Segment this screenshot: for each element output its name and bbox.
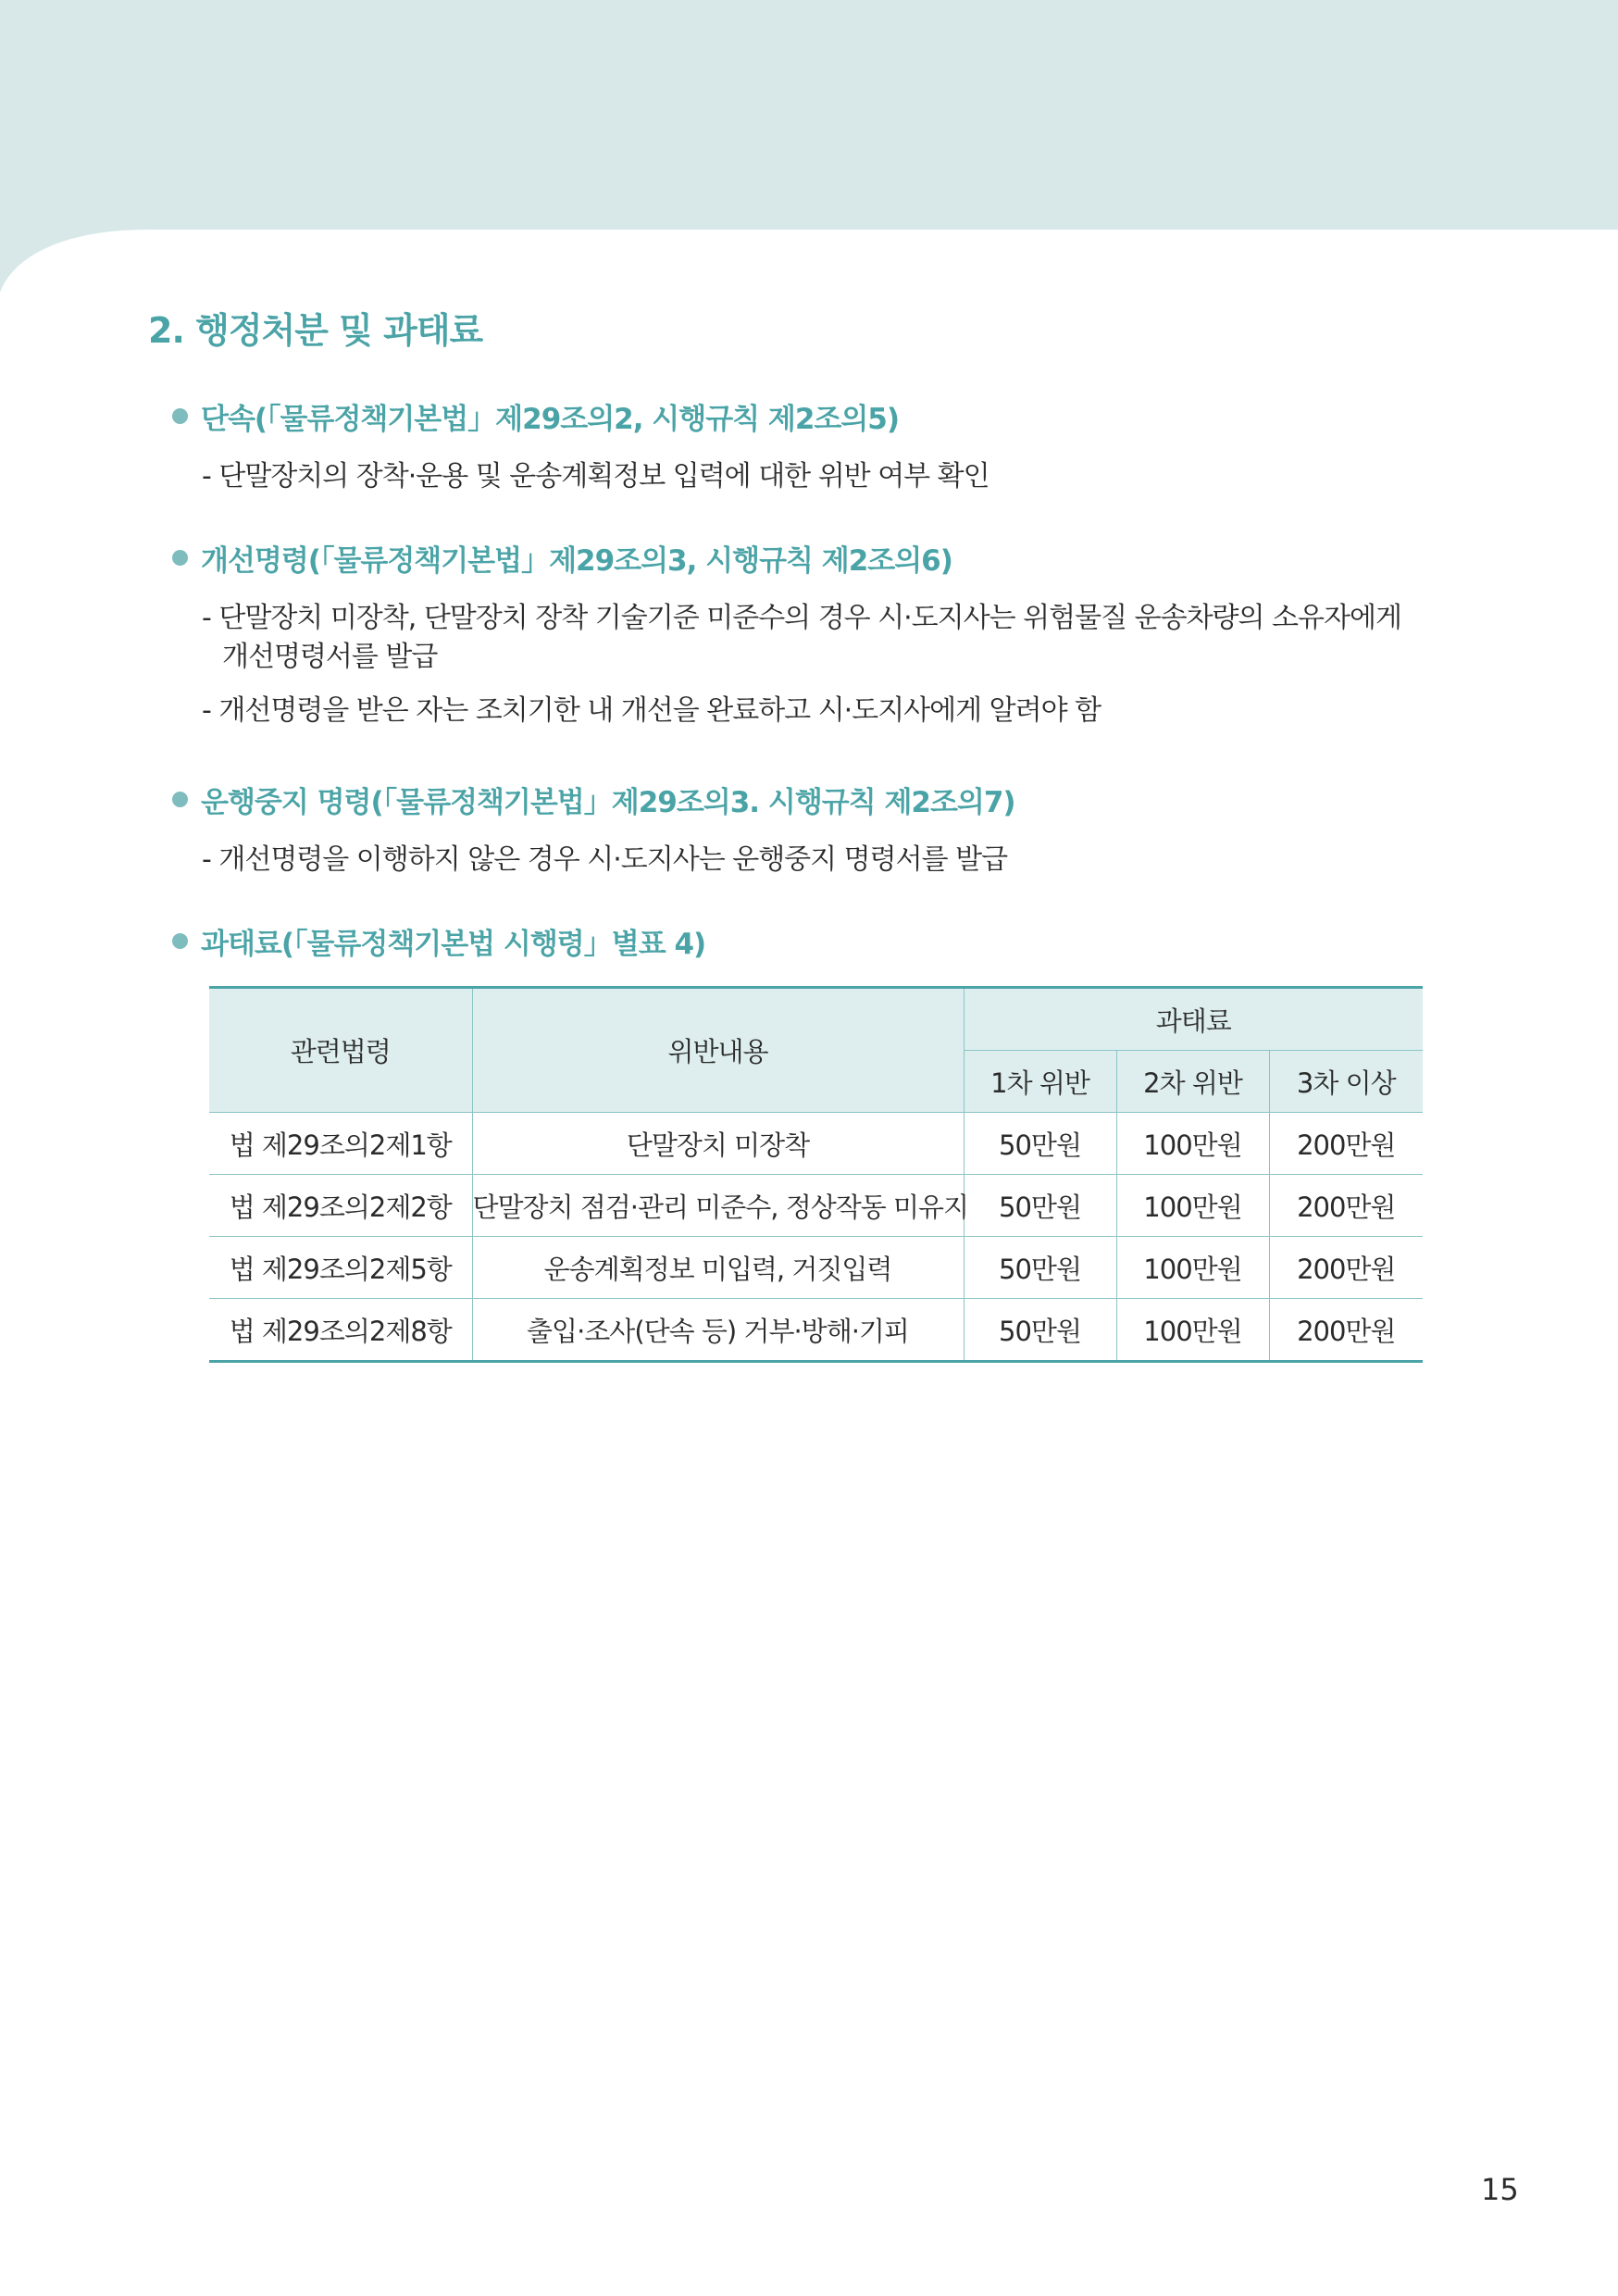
cell-law: 법 제29조의2제5항 <box>209 1237 472 1299</box>
bullet-item: - 단말장치의 장착·운용 및 운송계획정보 입력에 대한 위반 여부 확인 <box>202 460 989 493</box>
header-first-violation: 1차 위반 <box>964 1051 1116 1113</box>
cell-violation: 출입·조사(단속 등) 거부·방해·기피 <box>472 1299 964 1362</box>
bullet-fines <box>172 920 705 962</box>
bullet-title: 단속(「물류정책기본법」제29조의2, 시행규칙 제2조의5) <box>201 403 900 436</box>
section-title: 2. 행정처분 및 과태료 <box>148 310 483 351</box>
header-third-violation: 3차 이상 <box>1269 1051 1423 1113</box>
cell-law: 법 제29조의2제2항 <box>209 1175 472 1237</box>
cell-violation: 운송계획정보 미입력, 거짓입력 <box>472 1237 964 1299</box>
header-fine: 과태료 <box>964 988 1423 1051</box>
bullet-item-continuation: 개선명령서를 발급 <box>222 641 438 673</box>
cell-fine-third: 200만원 <box>1269 1175 1423 1237</box>
cell-violation: 단말장치 점검·관리 미준수, 정상작동 미유지 <box>472 1175 964 1237</box>
header-violation: 위반내용 <box>472 988 964 1113</box>
bullet-improvement-order <box>172 537 952 579</box>
cell-law: 법 제29조의2제8항 <box>209 1299 472 1362</box>
cell-fine-second: 100만원 <box>1116 1299 1269 1362</box>
bullet-enforcement <box>172 395 899 437</box>
bullet-title: 개선명령(「물류정책기본법」제29조의3, 시행규칙 제2조의6) <box>201 544 952 578</box>
cell-fine-third: 200만원 <box>1269 1237 1423 1299</box>
bullet-item: - 개선명령을 이행하지 않은 경우 시·도지사는 운행중지 명령서를 발급 <box>202 843 1008 876</box>
header-law: 관련법령 <box>209 988 472 1113</box>
bullet-dot-icon <box>172 550 188 566</box>
fine-table <box>209 986 1423 1363</box>
bullet-title: 운행중지 명령(「물류정책기본법」제29조의3. 시행규칙 제2조의7) <box>201 786 1015 819</box>
cell-fine-first: 50만원 <box>964 1237 1116 1299</box>
bullet-item: - 단말장치 미장착, 단말장치 장착 기술기준 미준수의 경우 시·도지사는 위험물질 운송차량의 소유자에게 <box>202 602 1401 634</box>
table-row <box>209 1113 1423 1175</box>
cell-fine-second: 100만원 <box>1116 1175 1269 1237</box>
bullet-suspension-order <box>172 779 1015 820</box>
cell-law: 법 제29조의2제1항 <box>209 1113 472 1175</box>
cell-fine-second: 100만원 <box>1116 1237 1269 1299</box>
bullet-dot-icon <box>172 933 188 949</box>
cell-fine-first: 50만원 <box>964 1113 1116 1175</box>
bullet-dot-icon <box>172 792 188 807</box>
cell-fine-third: 200만원 <box>1269 1113 1423 1175</box>
cell-violation: 단말장치 미장착 <box>472 1113 964 1175</box>
page-number: 15 <box>1481 2172 1519 2207</box>
bullet-dot-icon <box>172 408 188 424</box>
header-curve-decoration <box>0 228 1618 302</box>
header-second-violation: 2차 위반 <box>1116 1051 1269 1113</box>
cell-fine-third: 200만원 <box>1269 1299 1423 1362</box>
table-row <box>209 1237 1423 1299</box>
cell-fine-first: 50만원 <box>964 1175 1116 1237</box>
table-row <box>209 1175 1423 1237</box>
header-band <box>0 0 1618 230</box>
bullet-title: 과태료(「물류정책기본법 시행령」별표 4) <box>201 928 706 961</box>
table-row <box>209 1299 1423 1362</box>
bullet-item: - 개선명령을 받은 자는 조치기한 내 개선을 완료하고 시·도지사에게 알려야 함 <box>202 694 1101 727</box>
cell-fine-second: 100만원 <box>1116 1113 1269 1175</box>
cell-fine-first: 50만원 <box>964 1299 1116 1362</box>
